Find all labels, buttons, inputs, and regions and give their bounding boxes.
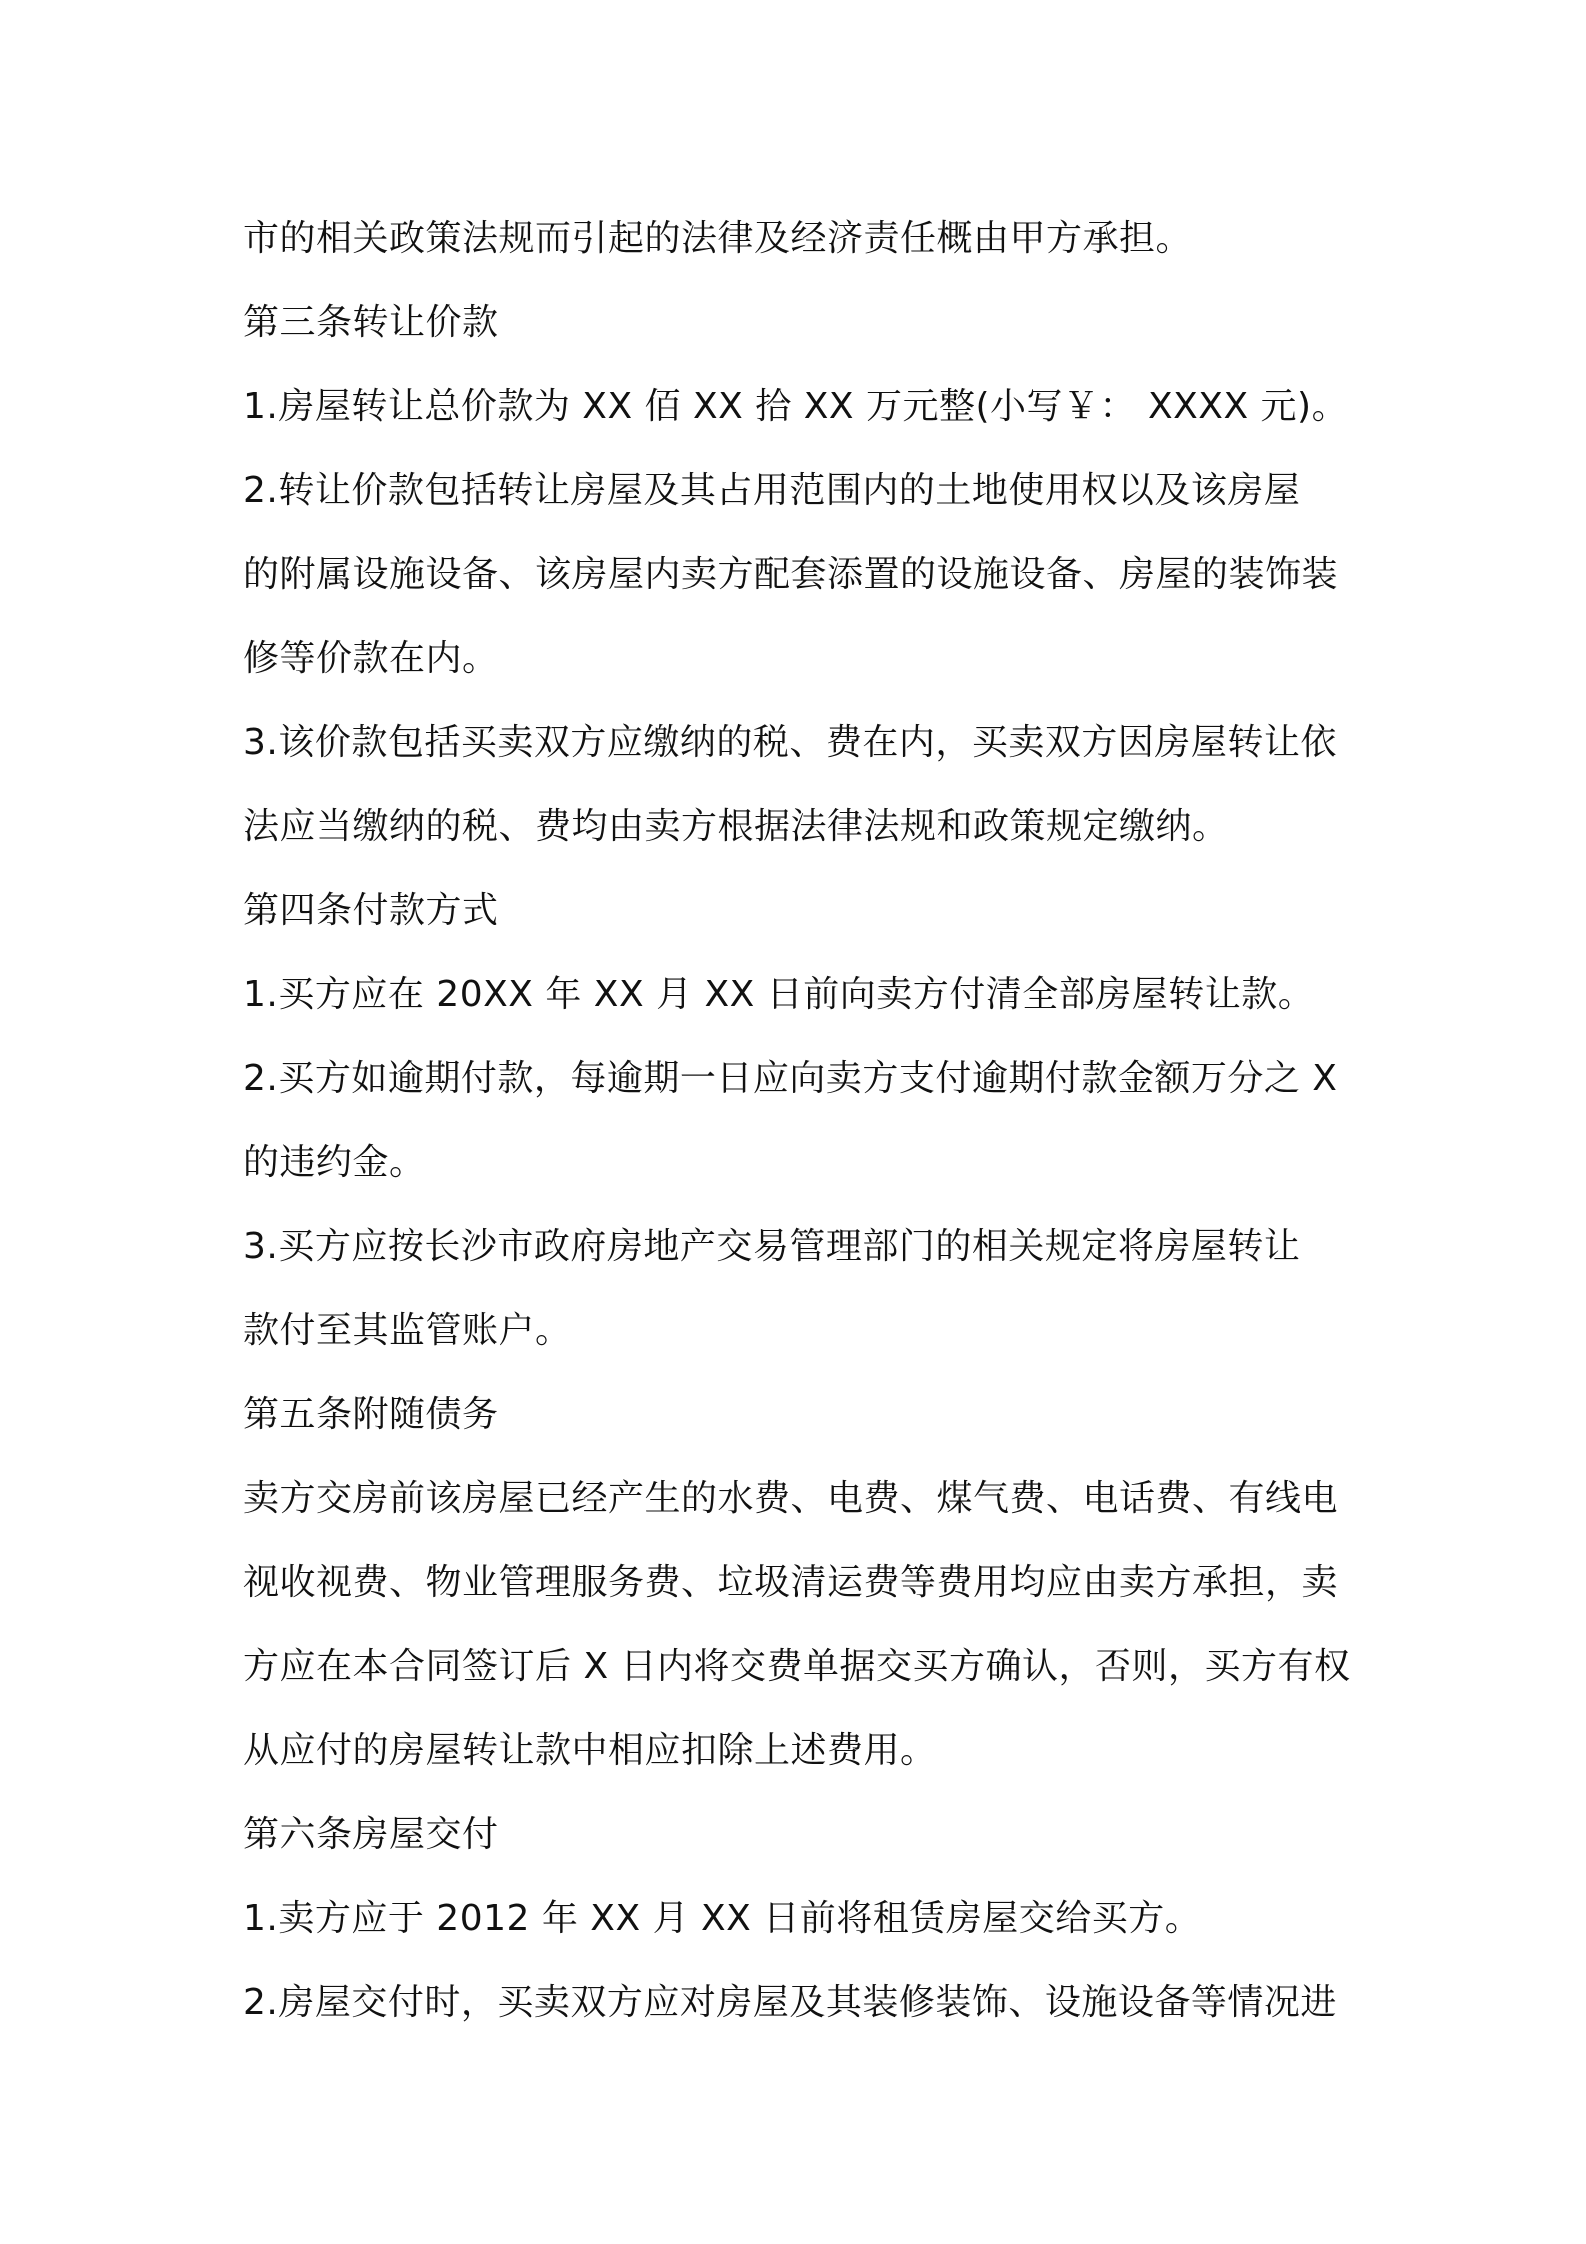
article-5-body-cont: 视收视费、物业管理服务费、垃圾清运费等费用均应由卖方承担，卖 bbox=[243, 1562, 1339, 1603]
article-3-clause-3: 3.该价款包括买卖双方应缴纳的税、费在内，买卖双方因房屋转让依 bbox=[243, 722, 1337, 763]
article-5-heading: 第五条附随债务 bbox=[243, 1394, 499, 1435]
article-4-heading: 第四条付款方式 bbox=[243, 890, 499, 931]
article-4-clause-2: 2.买方如逾期付款，每逾期一日应向卖方支付逾期付款金额万分之 X bbox=[243, 1058, 1338, 1099]
article-3-clause-2-cont: 修等价款在内。 bbox=[243, 638, 499, 679]
article-6-heading: 第六条房屋交付 bbox=[243, 1814, 499, 1855]
article-3-clause-1: 1.房屋转让总价款为 XX 佰 XX 拾 XX 万元整(小写￥： XXXX 元)。 bbox=[243, 386, 1349, 427]
article-3-heading: 第三条转让价款 bbox=[243, 302, 499, 343]
article-3-clause-3-cont: 法应当缴纳的税、费均由卖方根据法律法规和政策规定缴纳。 bbox=[243, 806, 1229, 847]
article-4-clause-3: 3.买方应按长沙市政府房地产交易管理部门的相关规定将房屋转让 bbox=[243, 1226, 1301, 1267]
article-3-clause-2-cont: 的附属设施设备、该房屋内卖方配套添置的设施设备、房屋的装饰装 bbox=[243, 554, 1339, 595]
text-line-continuation: 市的相关政策法规而引起的法律及经济责任概由甲方承担。 bbox=[243, 218, 1193, 259]
article-5-body-cont: 从应付的房屋转让款中相应扣除上述费用。 bbox=[243, 1730, 937, 1771]
contract-text bbox=[243, 197, 1363, 2045]
article-4-clause-2-cont: 的违约金。 bbox=[243, 1142, 426, 1183]
article-3-clause-2: 2.转让价款包括转让房屋及其占用范围内的土地使用权以及该房屋 bbox=[243, 470, 1301, 511]
article-5-body-cont: 方应在本合同签订后 X 日内将交费单据交买方确认，否则，买方有权 bbox=[243, 1646, 1351, 1687]
article-5-body: 卖方交房前该房屋已经产生的水费、电费、煤气费、电话费、有线电 bbox=[243, 1478, 1339, 1519]
article-4-clause-1: 1.买方应在 20XX 年 XX 月 XX 日前向卖方付清全部房屋转让款。 bbox=[243, 974, 1315, 1015]
article-6-clause-2: 2.房屋交付时，买卖双方应对房屋及其装修装饰、设施设备等情况进 bbox=[243, 1982, 1337, 2023]
article-4-clause-3-cont: 款付至其监管账户。 bbox=[243, 1310, 572, 1351]
article-6-clause-1: 1.卖方应于 2012 年 XX 月 XX 日前将租赁房屋交给买方。 bbox=[243, 1898, 1202, 1939]
